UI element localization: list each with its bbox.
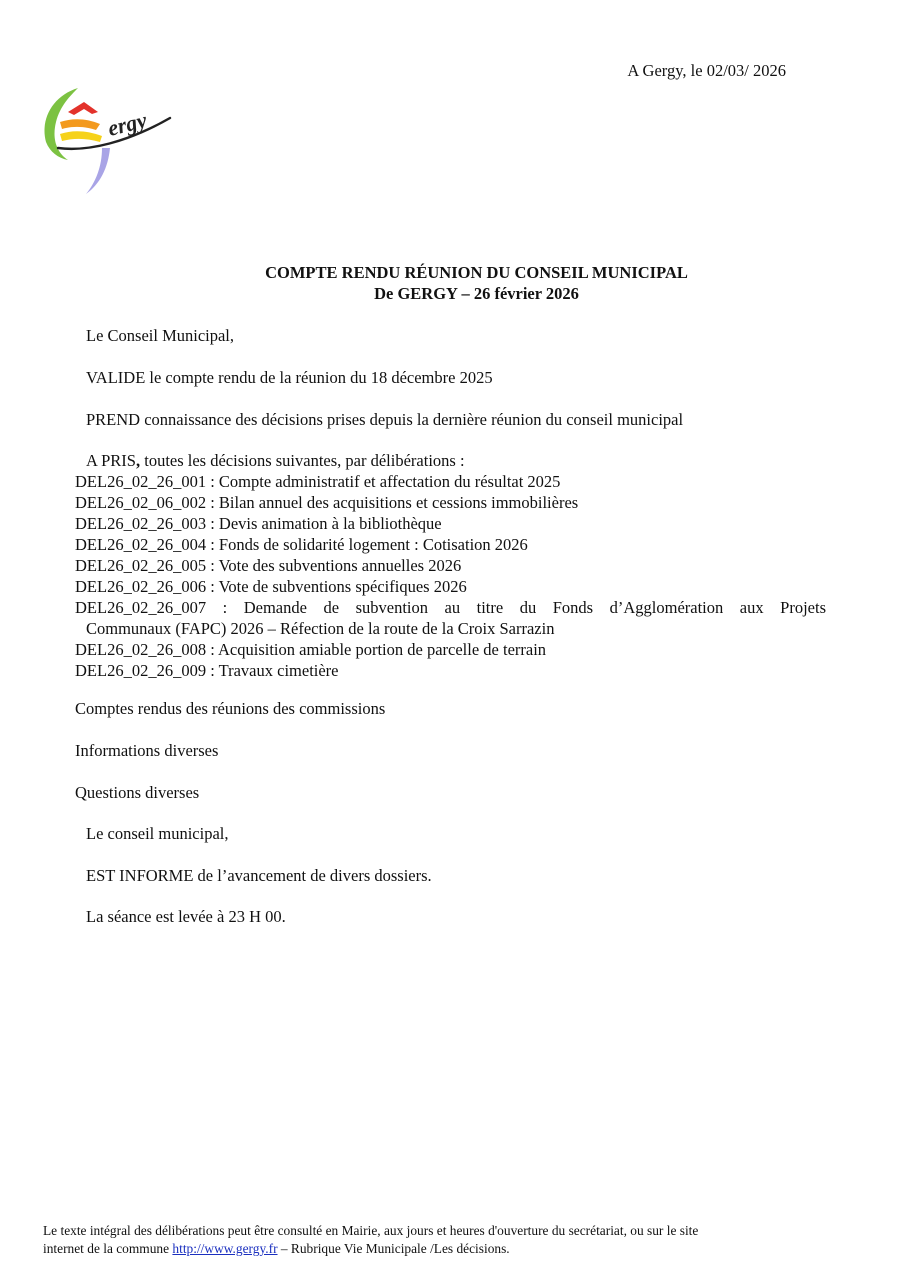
deliberation-label: : Bilan annuel des acquisitions et cessions immobilières: [206, 493, 579, 512]
logo-swoosh-lavender: [86, 148, 110, 194]
section-commissions: Comptes rendus des réunions des commissions: [75, 699, 386, 718]
footer-line-1: Le texte intégral des délibérations peut être consulté en Mairie, aux jours et heures d'ouverture du secrétariat, ou sur le site: [43, 1223, 699, 1238]
deliberation-code: DEL26_02_26_004: [75, 535, 207, 554]
intro-council: Le Conseil Municipal,: [86, 326, 235, 345]
deliberation-code: DEL26_02_26_008: [75, 640, 207, 659]
deliberation-item: [75, 597, 826, 639]
closing-informed: EST INFORME de l’avancement de divers dossiers.: [86, 866, 432, 885]
document-date: A Gergy, le 02/03/ 2026: [627, 61, 786, 80]
deliberation-item: [75, 534, 826, 555]
deliberation-label: : Vote des subventions annuelles 2026: [206, 556, 462, 575]
deliberation-code: DEL26_02_26_001: [75, 472, 207, 491]
deliberation-code: DEL26_02_26_007: [75, 598, 207, 617]
deliberation-label: : Vote de subventions spécifiques 2026: [206, 577, 467, 596]
logo-band-yellow: [60, 131, 102, 142]
deliberation-label: : Devis animation à la bibliothèque: [206, 514, 442, 533]
deliberation-item: [75, 471, 826, 492]
deliberation-item: [75, 492, 826, 513]
section-informations: Informations diverses: [75, 741, 219, 760]
deliberation-label: : Travaux cimetière: [206, 661, 339, 680]
footer-line-2: [43, 1240, 843, 1258]
deliberation-line-2: Communaux (FAPC) 2026 – Réfection de la route de la Croix Sarrazin: [86, 619, 555, 638]
deliberation-line-1: [75, 597, 826, 618]
gergy-logo: [38, 82, 178, 200]
deliberation-label: : Compte administratif et affectation du résultat 2025: [206, 472, 561, 491]
deliberation-label: : Demande de subvention au titre du Fonds d’Agglomération aux Projets: [206, 598, 826, 617]
deliberation-item: [75, 555, 826, 576]
closing-council: Le conseil municipal,: [86, 824, 229, 843]
title-line-2: De GERGY – 26 février 2026: [374, 284, 579, 303]
decisions-comma: ,: [135, 451, 141, 470]
decisions-rest: toutes les décisions suivantes, par délibérations :: [140, 451, 465, 470]
footer-prefix: internet de la commune: [43, 1241, 173, 1256]
deliberation-label: : Fonds de solidarité logement : Cotisation 2026: [206, 535, 528, 554]
page-footer: [43, 1222, 843, 1258]
deliberation-code: DEL26_02_26_003: [75, 514, 207, 533]
intro-decisions: [86, 450, 465, 471]
deliberation-item: [75, 576, 826, 597]
logo-chevron-red: [68, 102, 98, 115]
gergy-website-link[interactable]: http://www.gergy.fr: [172, 1241, 278, 1256]
deliberation-item: [75, 660, 826, 681]
decisions-prefix: A PRIS: [86, 451, 136, 470]
closing-adjourned: La séance est levée à 23 H 00.: [86, 907, 286, 926]
deliberation-item: [75, 513, 826, 534]
deliberation-code: DEL26_02_26_006: [75, 577, 207, 596]
deliberation-code: DEL26_02_26_005: [75, 556, 207, 575]
title-line-1: COMPTE RENDU RÉUNION DU CONSEIL MUNICIPAL: [265, 263, 688, 282]
deliberation-label: : Acquisition amiable portion de parcelle de terrain: [206, 640, 547, 659]
logo-band-orange: [60, 119, 100, 130]
footer-suffix: – Rubrique Vie Municipale /Les décisions.: [277, 1241, 510, 1256]
deliberation-code: DEL26_02_26_009: [75, 661, 207, 680]
intro-acknowledge: PREND connaissance des décisions prises depuis la dernière réunion du conseil municipal: [86, 410, 684, 429]
deliberation-code: DEL26_02_06_002: [75, 493, 207, 512]
section-questions: Questions diverses: [75, 783, 200, 802]
deliberations-list: [75, 471, 826, 681]
logo-wordmark: ergy: [105, 107, 150, 141]
document-title: [0, 262, 900, 304]
intro-validate: VALIDE le compte rendu de la réunion du 18 décembre 2025: [86, 368, 493, 387]
deliberation-item: [75, 639, 826, 660]
